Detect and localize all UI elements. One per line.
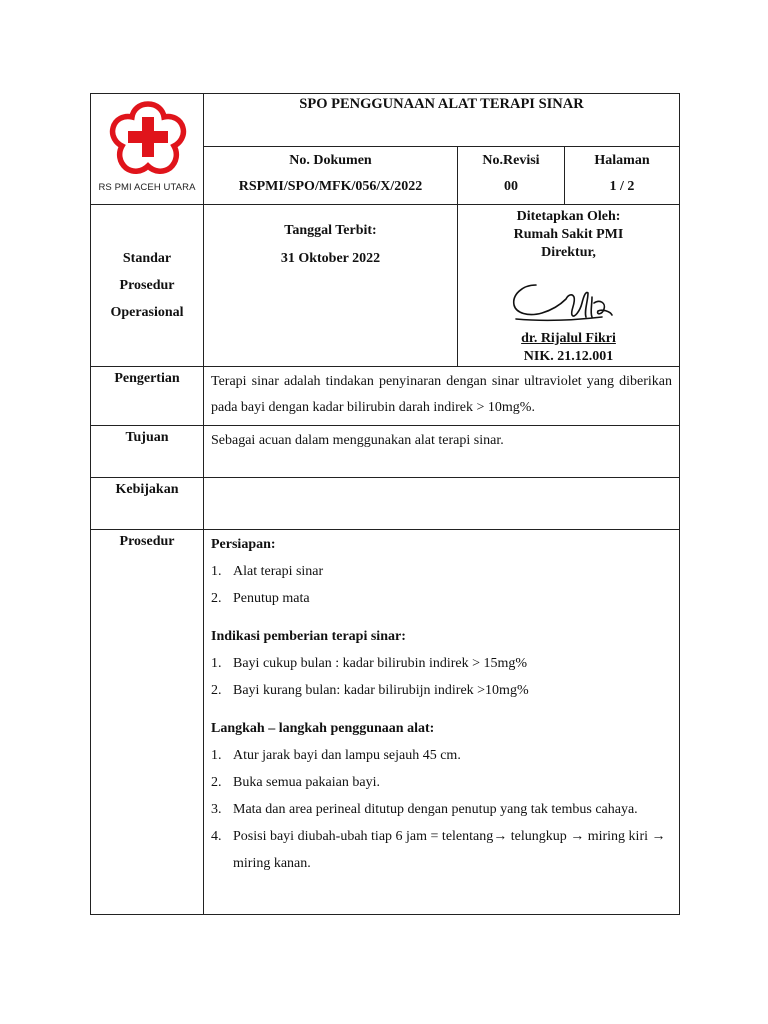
list-item-text: Bayi kurang bulan: kadar bilirubijn indirek >10mg% <box>233 683 529 698</box>
list-number: 2. <box>211 775 222 790</box>
logo-caption: RS PMI ACEH UTARA <box>98 182 196 193</box>
document-title <box>204 94 680 147</box>
list-item-text: Bayi cukup bulan : kadar bilirubin indirek > 15mg% <box>233 656 528 671</box>
list-number: 3. <box>211 802 222 817</box>
standar-line-3: Operasional <box>110 305 184 320</box>
ditetapkan-cell <box>458 205 680 367</box>
kebijakan-content <box>204 478 680 530</box>
list-number: 1. <box>211 656 222 671</box>
red-cross-logo-icon <box>105 98 191 182</box>
langkah-heading: Langkah – langkah penggunaan alat: <box>211 721 435 736</box>
logo-cell <box>91 94 204 205</box>
no-revisi-cell <box>458 147 565 205</box>
spo-document <box>90 93 679 915</box>
ditetapkan-line-1: Ditetapkan Oleh: <box>516 209 621 224</box>
pengertian-content <box>204 367 680 426</box>
halaman-label: Halaman <box>594 153 650 168</box>
tanggal-terbit-cell <box>204 205 458 367</box>
list-number: 1. <box>211 748 222 763</box>
pengertian-label <box>91 367 204 426</box>
list-item <box>211 769 672 796</box>
list-item <box>211 796 672 823</box>
list-item-text: Mata dan area perineal ditutup dengan penutup yang tak tembus cahaya. <box>233 802 638 817</box>
no-dokumen-cell <box>204 147 458 205</box>
ditetapkan-line-2: Rumah Sakit PMI <box>513 227 624 242</box>
persiapan-heading: Persiapan: <box>211 537 276 552</box>
tanggal-value: 31 Oktober 2022 <box>280 251 381 266</box>
no-dokumen-label: No. Dokumen <box>289 153 372 168</box>
list-number: 2. <box>211 591 222 606</box>
list-item <box>211 650 672 677</box>
list-item <box>211 585 672 612</box>
ditetapkan-line-3: Direktur, <box>541 245 596 260</box>
tujuan-label <box>91 426 204 478</box>
list-number: 4. <box>211 829 222 844</box>
langkah-list <box>211 742 672 877</box>
pengertian-text: Terapi sinar adalah tindakan penyinaran dengan sinar ultraviolet yang diberikan pada bayi dengan kadar bilirubin darah indirek > 10mg%. <box>211 374 672 415</box>
indikasi-list <box>211 650 672 704</box>
list-item-text: Atur jarak bayi dan lampu sejauh 45 cm. <box>233 748 461 763</box>
list-item <box>211 742 672 769</box>
persiapan-list <box>211 558 672 612</box>
halaman-cell <box>565 147 680 205</box>
list-item <box>211 558 672 585</box>
standar-prosedur-cell <box>91 205 204 367</box>
halaman-value: 1 / 2 <box>609 179 635 194</box>
tanggal-label: Tanggal Terbit: <box>284 223 377 238</box>
no-revisi-value: 00 <box>504 179 518 194</box>
list-item <box>211 823 672 877</box>
standar-line-2: Prosedur <box>119 278 175 293</box>
list-item-text: Posisi bayi diubah-ubah tiap 6 jam = telentang→ telungkup → miring kiri → miring kanan. <box>233 829 666 871</box>
signature-icon <box>508 281 628 327</box>
standar-line-1: Standar <box>122 251 172 266</box>
list-item <box>211 677 672 704</box>
list-item-text: Alat terapi sinar <box>233 564 324 579</box>
title-text: SPO PENGGUNAAN ALAT TERAPI SINAR <box>299 96 584 112</box>
indikasi-heading: Indikasi pemberian terapi sinar: <box>211 629 406 644</box>
no-dokumen-value: RSPMI/SPO/MFK/056/X/2022 <box>238 179 423 194</box>
signer-nik: NIK. 21.12.001 <box>523 349 614 364</box>
list-item-text: Penutup mata <box>233 591 310 606</box>
kebijakan-label <box>91 478 204 530</box>
pengertian-label-text: Pengertian <box>114 371 180 386</box>
list-number: 1. <box>211 564 222 579</box>
tujuan-content <box>204 426 680 478</box>
tujuan-label-text: Tujuan <box>125 430 169 445</box>
list-number: 2. <box>211 683 222 698</box>
prosedur-content <box>204 530 680 915</box>
list-item-text: Buka semua pakaian bayi. <box>233 775 380 790</box>
kebijakan-label-text: Kebijakan <box>115 482 179 497</box>
prosedur-label-text: Prosedur <box>119 534 175 549</box>
prosedur-label <box>91 530 204 915</box>
signer-name: dr. Rijalul Fikri <box>521 331 616 346</box>
spo-header-table <box>90 93 680 915</box>
tujuan-text: Sebagai acuan dalam menggunakan alat terapi sinar. <box>211 433 504 448</box>
no-revisi-label: No.Revisi <box>482 153 540 168</box>
